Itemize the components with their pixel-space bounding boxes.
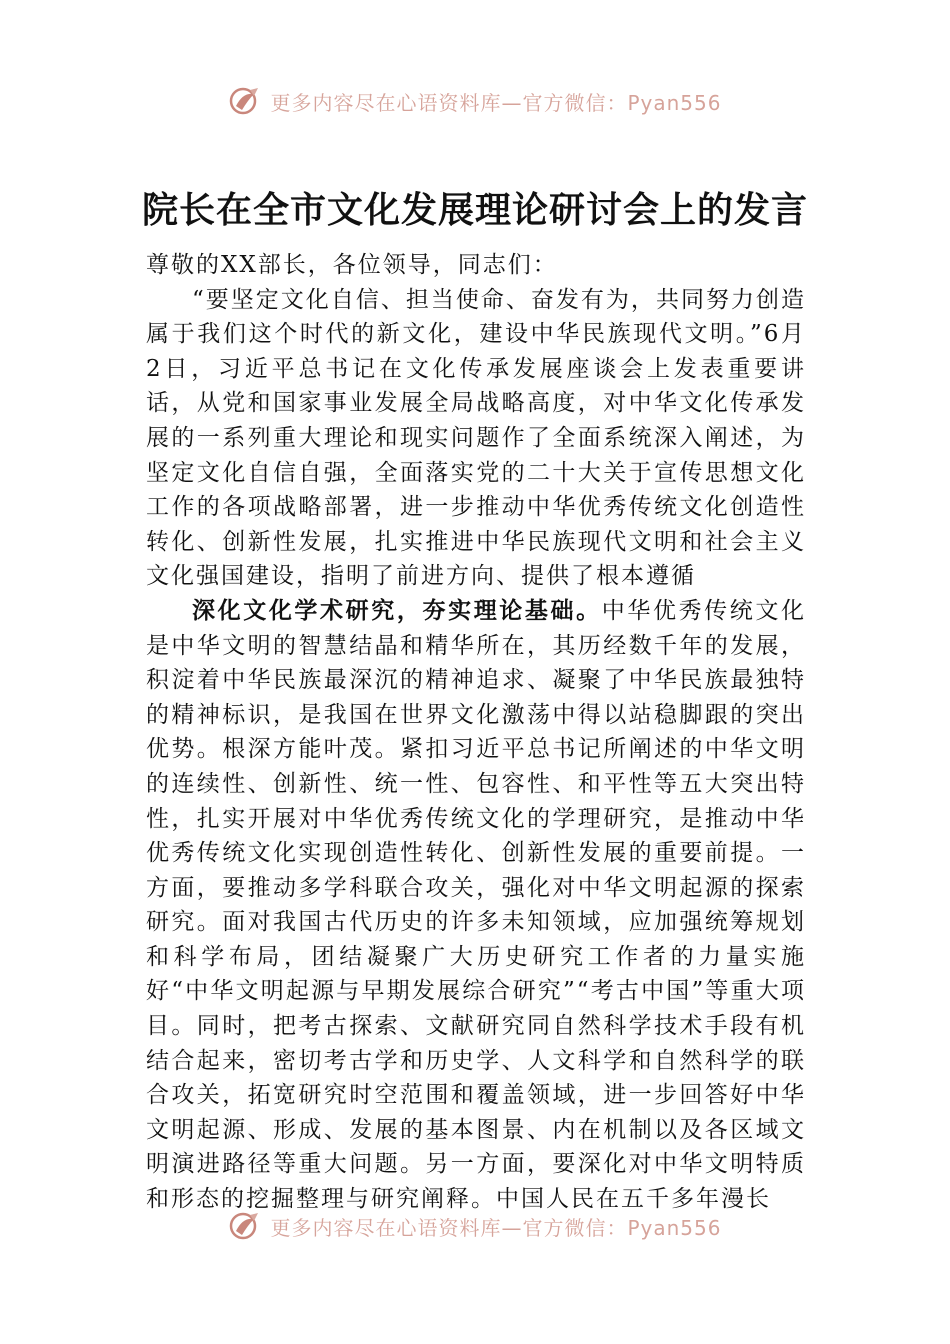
watermark-text: 更多内容尽在心语资料库—官方微信：Pyan556 [270,1215,722,1240]
section-lead: 深化文化学术研究，夯实理论基础。 [192,596,602,624]
paragraph-section-1 [146,594,806,1214]
document-body [146,248,806,1214]
logo-icon [228,1211,262,1241]
paragraph-intro: “要坚定文化自信、担当使命、奋发有为，共同努力创造属于我们这个时代的新文化，建设中华民族现代文明。”6月2日，习近平总书记在文化传承发展座谈会上发表重要讲话，从党和国家事业发展全局战略高度，对中华文化传承发展的一系列重大理论和现实问题作了全面系统深入阐述，为坚定文化自信自强，全面落实党的二十大关于宣传思想文化工作的各项战略部署，进一步推动中华优秀传统文化创造性转化、创新性发展，扎实推进中华民族现代文明和社会主义文化强国建设，指明了前进方向、提供了根本遵循 [146,286,806,590]
footer-watermark [0,1211,950,1241]
watermark-text: 更多内容尽在心语资料库—官方微信：Pyan556 [270,90,722,115]
section-body: 中华优秀传统文化是中华文明的智慧结晶和精华所在，其历经数千年的发展，积淀着中华民族最深沉的精神追求、凝聚了中华民族最独特的精神标识，是我国在世界文化激荡中得以站稳脚跟的突出优势。根深方能叶茂。紧扣习近平总书记所阐述的中华文明的连续性、创新性、统一性、包容性、和平性等五大突出特性，扎实开展对中华优秀传统文化的学理研究，是推动中华优秀传统文化实现创造性转化、创新性发展的重要前提。一方面，要推动多学科联合攻关，强化对中华文明起源的探索研究。面对我国古代历史的许多未知领域，应加强统筹规划和科学布局，团结凝聚广大历史研究工作者的力量实施好“中华文明起源与早期发展综合研究”“考古中国”等重大项目。同时，把考古探索、文献研究同自然科学技术手段有机结合起来，密切考古学和历史学、人文科学和自然科学的联合攻关，拓宽研究时空范围和覆盖领域，进一步回答好中华文明起源、形成、发展的基本图景、内在机制以及各区域文明演进路径等重大问题。另一方面，要深化对中华文明特质和形态的挖掘整理与研究阐释。中国人民在五千多年漫长 [146,597,806,1213]
document-title: 院长在全市文化发展理论研讨会上的发言 [141,189,808,231]
logo-icon [228,86,262,116]
salutation: 尊敬的XX部长，各位领导，同志们： [146,252,558,278]
header-watermark [0,86,950,116]
